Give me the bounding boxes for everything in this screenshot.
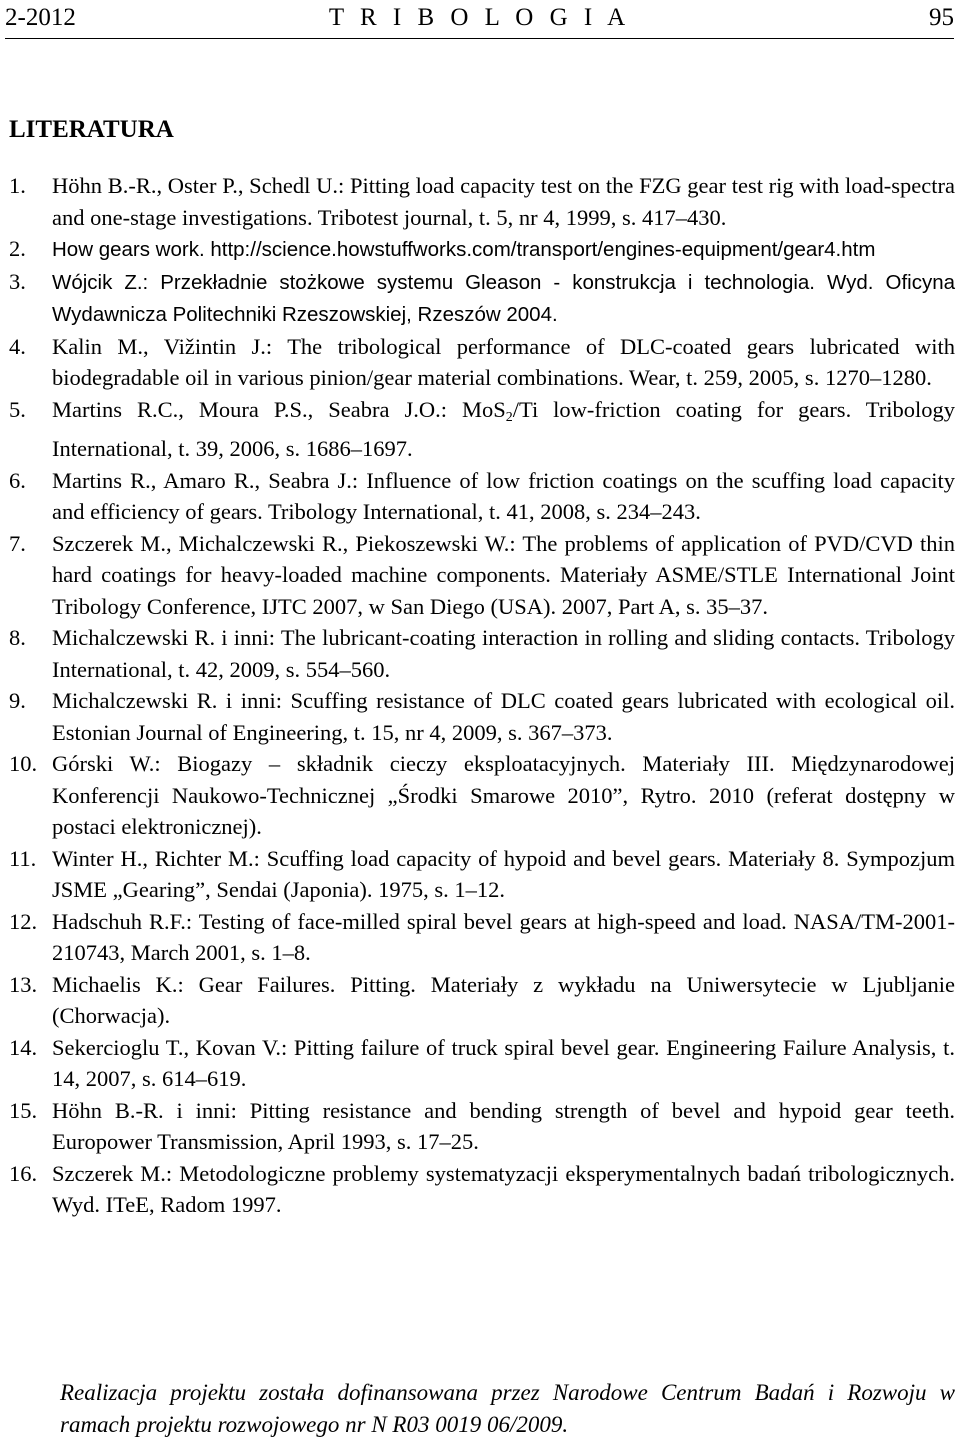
funding-note: Realizacja projektu została dofinansowana przez Narodowe Centrum Badań i Rozwoju w ramach projektu rozwojowego nr N R03 0019 06/2009. xyxy=(60,1380,955,1437)
reference-number: 1. xyxy=(9,173,26,198)
reference-item xyxy=(9,331,955,394)
reference-item xyxy=(9,1158,955,1221)
section-title: LITERATURA xyxy=(9,116,174,143)
reference-text: Szczerek M., Michalczewski R., Piekoszewski W.: The problems of application of PVD/CVD thin hard coatings for heavy-loaded machine components. Materiały ASME/STLE International Joint Tribology Conference, IJTC 2007, w San Diego (USA). 2007, Part A, s. 35–37. xyxy=(52,530,955,619)
reference-text xyxy=(52,394,955,465)
reference-item xyxy=(9,1095,955,1158)
reference-item xyxy=(9,465,955,528)
reference-number: 6. xyxy=(9,467,26,493)
issue-number: 2-2012 xyxy=(5,4,76,31)
reference-text: Kalin M., Vižintin J.: The tribological performance of DLC-coated gears lubricated with biodegradable oil in various pinion/gear material combinations. Wear, t. 259, 2005, s. 1270–1280. xyxy=(52,333,955,390)
reference-item xyxy=(9,748,955,843)
reference-text: Michaelis K.: Gear Failures. Pitting. Materiały z wykładu na Uniwersytecie w Ljubljanie (Chorwacja). xyxy=(52,971,955,1028)
reference-text: Martins R., Amaro R., Seabra J.: Influence of low friction coatings on the scuffing load capacity and efficiency of gears. Tribology International, t. 41, 2008, s. 234–243. xyxy=(52,467,955,524)
reference-number: 8. xyxy=(9,625,26,650)
reference-number: 14. xyxy=(9,1034,38,1060)
reference-text: Szczerek M.: Metodologiczne problemy systematyzacji eksperymentalnych badań tribologicznych. Wyd. ITeE, Radom 1997. xyxy=(52,1160,955,1217)
reference-text: Michalczewski R. i inni: Scuffing resistance of DLC coated gears lubricated with ecological oil. Estonian Journal of Engineering, t. 15, nr 4, 2009, s. 367–373. xyxy=(52,688,955,745)
reference-item xyxy=(9,528,955,623)
reference-item xyxy=(9,843,955,906)
reference-item xyxy=(9,394,955,465)
reference-text: Winter H., Richter M.: Scuffing load capacity of hypoid and bevel gears. Materiały 8. Sympozjum JSME „Gearing”, Sendai (Japonia). 1975, s. 1–12. xyxy=(52,845,955,902)
reference-number: 7. xyxy=(9,530,26,556)
reference-text-after: /Ti low-friction coating for gears. Tribology International, t. 39, 2006, s. 1686–1697. xyxy=(52,396,955,461)
reference-number: 5. xyxy=(9,396,26,422)
reference-text xyxy=(52,233,955,266)
reference-text: Sekercioglu T., Kovan V.: Pitting failure of truck spiral bevel gear. Engineering Failure Analysis, t. 14, 2007, s. 614–619. xyxy=(52,1034,955,1091)
reference-list xyxy=(9,170,955,1221)
reference-number: 9. xyxy=(9,688,26,713)
reference-number: 10. xyxy=(9,751,38,776)
reference-number: 13. xyxy=(9,971,38,997)
reference-number: 2. xyxy=(9,236,26,261)
reference-item xyxy=(9,266,955,331)
reference-text: Górski W.: Biogazy – składnik cieczy eksploatacyjnych. Materiały III. Międzynarodowej Konferencji Naukowo-Technicznej „Środki Smarowe 2010”, Rytro. 2010 (referat dostępny w postaci elektronicznej). xyxy=(52,751,955,839)
reference-number: 15. xyxy=(9,1097,38,1123)
reference-text: Hadschuh R.F.: Testing of face-milled spiral bevel gears at high-speed and load. NASA/TM-2001-210743, March 2001, s. 1–8. xyxy=(52,908,955,965)
reference-text: Höhn B.-R., Oster P., Schedl U.: Pitting load capacity test on the FZG gear test rig with load-spectra and one-stage investigations. Tribotest journal, t. 5, nr 4, 1999, s. 417–430. xyxy=(52,173,955,230)
reference-item xyxy=(9,906,955,969)
reference-item xyxy=(9,1032,955,1095)
running-header xyxy=(5,0,954,39)
reference-text-before: Martins R.C., Moura P.S., Seabra J.O.: MoS xyxy=(52,396,506,422)
subscript: 2 xyxy=(505,409,513,425)
reference-item xyxy=(9,622,955,685)
reference-text: Höhn B.-R. i inni: Pitting resistance and bending strength of bevel and hypoid gear teeth. Europower Transmission, April 1993, s. 17–25. xyxy=(52,1097,955,1154)
reference-text: Michalczewski R. i inni: The lubricant-coating interaction in rolling and sliding contacts. Tribology International, t. 42, 2009, s. 554–560. xyxy=(52,625,955,682)
reference-item xyxy=(9,969,955,1032)
reference-text xyxy=(52,266,955,331)
reference-item xyxy=(9,170,955,233)
reference-url-text: How gears work. http://science.howstuffworks.com/transport/engines-equipment/gear4.htm xyxy=(52,238,876,261)
reference-number: 3. xyxy=(9,268,26,294)
reference-item xyxy=(9,685,955,748)
reference-number: 12. xyxy=(9,908,38,934)
reference-number: 11. xyxy=(9,845,37,871)
reference-text-sans: Wójcik Z.: Przekładnie stożkowe systemu Gleason - konstrukcja i technologia. Wyd. Oficyna Wydawnicza Politechniki Rzeszowskiej, Rzeszów 2004. xyxy=(52,270,955,326)
page-number: 95 xyxy=(929,4,954,31)
reference-item xyxy=(9,233,955,266)
reference-number: 16. xyxy=(9,1160,38,1186)
journal-title: T R I B O L O G I A xyxy=(328,4,631,31)
reference-number: 4. xyxy=(9,333,26,359)
